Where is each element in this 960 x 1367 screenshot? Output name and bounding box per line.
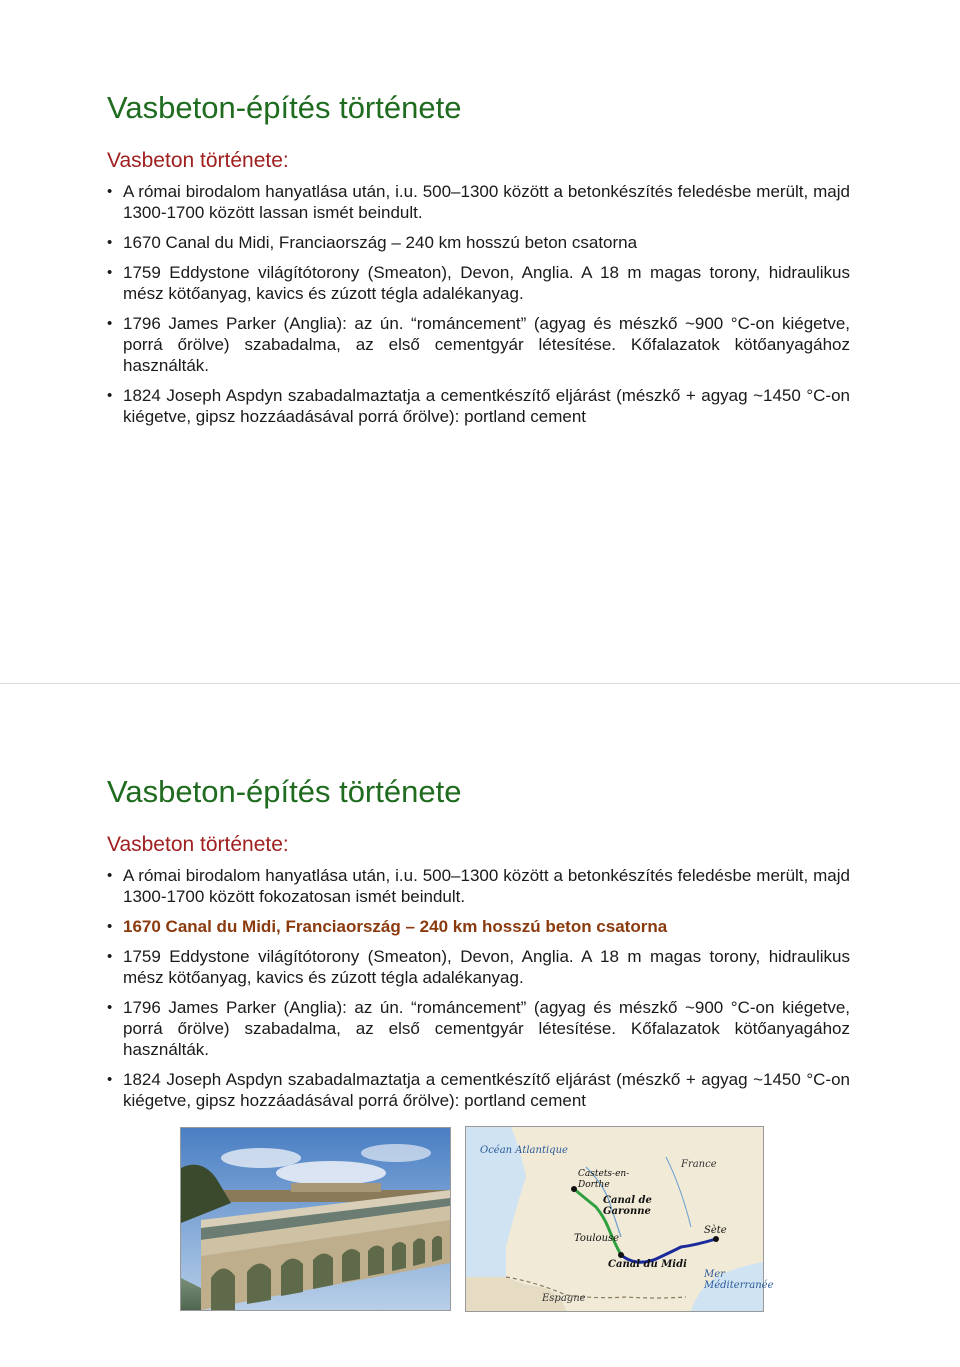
slide-title: Vasbeton-építés története (107, 90, 462, 125)
bullet-text: 1670 Canal du Midi, Franciaország – 240 km hosszú beton csatorna (123, 233, 638, 252)
bullet-text: A római birodalom hanyatlása után, i.u. 500–1300 között a betonkészítés feledésbe merült, majd 1300-1700 között lassan ismét beindult. (123, 182, 850, 222)
bullet-item (107, 1069, 850, 1111)
slide-subtitle: Vasbeton története: (107, 149, 289, 172)
map-label-castets: Castets-en-Dorthe (578, 1169, 630, 1190)
bullet-item (107, 181, 850, 223)
bullet-text: 1759 Eddystone világítótorony (Smeaton), Devon, Anglia. A 18 m magas torony, hidraulikus mész kötőanyag, kavics és zúzott tégla adalékanyag. (123, 263, 850, 303)
map-label-med: Mer Méditerranée (704, 1269, 774, 1291)
bullet-text: 1824 Joseph Aspdyn szabadalmaztatja a cementkészítő eljárást (mészkő + agyag ~1450 °C-on kiégetve, gipsz hozzáadásával porrá őrölve): portland cement (123, 386, 850, 426)
bullet-item (107, 385, 850, 427)
bullet-list (107, 865, 850, 1120)
bullet-text: 1670 Canal du Midi, Franciaország – 240 km hosszú beton csatorna (123, 917, 668, 936)
map-label-sete: Sète (704, 1225, 727, 1236)
slide-title: Vasbeton-építés története (107, 774, 462, 809)
bullet-dot-icon: • (107, 1071, 113, 1088)
bullet-dot-icon: • (107, 264, 113, 281)
slide-1 (0, 0, 960, 683)
bullet-item (107, 865, 850, 907)
bullet-item (107, 313, 850, 376)
map-label-espagne: Espagne (542, 1293, 586, 1304)
bullet-text: A római birodalom hanyatlása után, i.u. 500–1300 között a betonkészítés feledésbe merült, majd 1300-1700 között fokozatosan ismét beindult. (123, 866, 850, 906)
bullet-item (107, 262, 850, 304)
map-label-midi: Canal du Midi (608, 1259, 687, 1270)
bullet-item-highlighted (107, 916, 850, 937)
canal-route-map (465, 1126, 774, 1312)
map-label-france: France (681, 1159, 717, 1170)
bullet-dot-icon: • (107, 387, 113, 404)
map-label-ocean: Océan Atlantique (480, 1145, 568, 1156)
slide-subtitle: Vasbeton története: (107, 833, 289, 856)
canal-bridge-photo (180, 1127, 451, 1311)
bullet-list (107, 181, 850, 436)
bullet-text: 1796 James Parker (Anglia): az ún. “románcement” (agyag és mészkő ~900 °C-on kiégetve, porrá őrölve) szabadalma, az első cementgyár létesítése. Kőfalazatok kötőanyagához használták. (123, 998, 850, 1059)
bullet-dot-icon: • (107, 948, 113, 965)
bullet-dot-icon: • (107, 999, 113, 1016)
bullet-text: 1759 Eddystone világítótorony (Smeaton), Devon, Anglia. A 18 m magas torony, hidraulikus mész kötőanyag, kavics és zúzott tégla adalékanyag. (123, 947, 850, 987)
bullet-dot-icon: • (107, 183, 113, 200)
bullet-item (107, 946, 850, 988)
map-label-garonne: Canal de Garonne (603, 1195, 652, 1217)
bullet-dot-icon: • (107, 234, 113, 251)
bullet-dot-icon: • (107, 867, 113, 884)
bullet-text: 1824 Joseph Aspdyn szabadalmaztatja a cementkészítő eljárást (mészkő + agyag ~1450 °C-on kiégetve, gipsz hozzáadásával porrá őrölve): portland cement (123, 1070, 850, 1110)
bullet-item (107, 997, 850, 1060)
bullet-item (107, 232, 850, 253)
bullet-dot-icon: • (107, 918, 113, 935)
map-label-toulouse: Toulouse (574, 1233, 620, 1244)
canal-bridge-illustration (181, 1128, 450, 1310)
bullet-dot-icon: • (107, 315, 113, 332)
bullet-text: 1796 James Parker (Anglia): az ún. “románcement” (agyag és mészkő ~900 °C-on kiégetve, porrá őrölve) szabadalma, az első cementgyár létesítése. Kőfalazatok kötőanyagához használták. (123, 314, 850, 375)
